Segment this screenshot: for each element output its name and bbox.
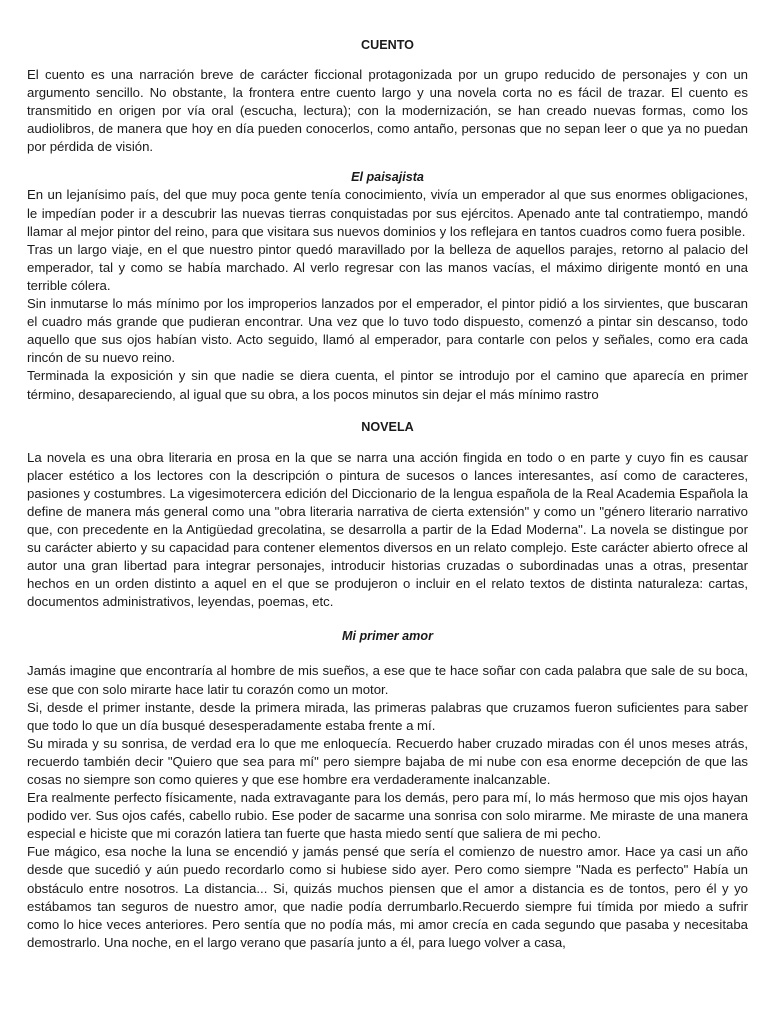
paragraph: El cuento es una narración breve de carácter ficcional protagonizada por un grupo reducido de personajes y con un argumento sencillo. No obstante, la frontera entre cuento largo y una novela corta no es fácil de trazar. El cuento es transmitido en origen por vía oral (escucha, lectura); con la modernización, se han creado nuevas formas, como los audiolibros, de manera que hoy en día pueden conocerlos, como antaño, personas que no sepan leer o que ya no puedan por pérdida de visión. [27, 67, 748, 155]
story-mi-primer-amor-body [27, 662, 748, 952]
section-title-novela: NOVELA [361, 419, 414, 434]
story-title-paisajista: El paisajista [351, 170, 424, 185]
paragraph: Terminada la exposición y sin que nadie se diera cuenta, el pintor se introdujo por el camino que aparecía en primer término, desapareciendo, al igual que su obra, a los pocos minutos sin dejar el más mínimo rastro [27, 368, 748, 402]
section-title-cuento: CUENTO [361, 38, 414, 52]
paragraph: Sin inmutarse lo más mínimo por los improperios lanzados por el emperador, el pintor pidió a los sirvientes, que buscaran el cuadro más grande que pudieran encontrar. Una vez que lo tuvo todo dispuesto, comenzó a pintar sin descanso, todo aquello que sus ojos habían visto. Acto seguido, llamó al emperador, para contarle con pelos y señales, como era cada rincón de su nuevo reino. [27, 296, 748, 366]
paragraph: Si, desde el primer instante, desde la primera mirada, las primeras palabras que cruzamos fueron suficientes para saber que todo lo que un día busqué desesperadamente estaba frente a mí. [27, 699, 748, 733]
paragraph: La novela es una obra literaria en prosa en la que se narra una acción fingida en todo o en parte y cuyo fin es causar placer estético a los lectores con la descripción o pintura de sucesos o lances interesantes, así como de caracteres, pasiones y costumbres. La vigesimotercera edición del Diccionario de la lengua española de la Real Academia Española la define de manera más general como una "obra literaria narrativa de cierta extensión" y como un "género literario narrativo que, con precedente en la Antigüedad grecolatina, se desarrolla a partir de la Edad Moderna". La novela se distingue por su carácter abierto y su capacidad para contener elementos diversos en un relato complejo. Este carácter abierto ofrece al autor una gran libertad para integrar personajes, introducir historias cruzadas o subordinadas unas a otras, presentar hechos en un orden distinto a aquel en el que se produjeron o incluir en el relato textos de distinta naturaleza: cartas, documentos administrativos, leyendas, poemas, etc. [27, 449, 748, 610]
paragraph: Fue mágico, esa noche la luna se encendió y jamás pensé que sería el comienzo de nuestro amor. Hace ya casi un año desde que sucedió y aún puedo recordarlo como si hubiese sido ayer. Pero como siempre "Nada es perfecto" Había un obstáculo entre nosotros. La distancia... Si, quizás muchos piensen que el amor a distancia es de tontos, pero él y yo estábamos tan seguros de nuestro amor, que nadie podía derrumbarlo.Recuerdo siempre fui tímida por miedo a sufrir como lo hice veces anteriores. Pero sentía que no podía más, mi amor crecía en cada segundo que pasaba y necesitaba demostrarlo. Una noche, en el largo verano que pasaría junto a él, para luego volver a casa, [27, 844, 748, 950]
paragraph: Su mirada y su sonrisa, de verdad era lo que me enloquecía. Recuerdo haber cruzado miradas con él unos meses atrás, recuerdo también decir "Quiero que sea para mí" pero siempre bajaba de mi nube con esa enorme decepción de que las cosas no siempre son como quieres y que ese hombre era verdaderamente inalcanzable. [27, 735, 748, 787]
paragraph: Tras un largo viaje, en el que nuestro pintor quedó maravillado por la belleza de aquellos parajes, retorno al palacio del emperador, tal y como se había marchado. Al verlo regresar con las manos vacías, el máximo dirigente montó en una terrible cólera. [27, 241, 748, 293]
story-paisajista-body [27, 186, 748, 403]
paragraph: Era realmente perfecto físicamente, nada extravagante para los demás, pero para mí, lo más hermoso que mis ojos hayan podido ver. Sus ojos cafés, cabello rubio. Ese poder de sacarme una sonrisa con solo mirarme. Me miraste de una manera especial e hiciste que mi corazón latiera tan fuerte que hasta miedo sentí que saliera de mi pecho. [27, 790, 748, 842]
paragraph: Jamás imagine que encontraría al hombre de mis sueños, a ese que te hace soñar con cada palabra que sale de su boca, ese que con solo mirarte hace latir tu corazón como un motor. [27, 663, 748, 697]
section-cuento-body [27, 66, 748, 156]
story-title-mi-primer-amor: Mi primer amor [342, 629, 433, 644]
paragraph: En un lejanísimo país, del que muy poca gente tenía conocimiento, vivía un emperador al que sus enormes obligaciones, le impedían poder ir a descubrir las nuevas tierras conquistadas por sus ejércitos. Apenado ante tal contratiempo, mandó llamar al mejor pintor del reino, para que visitara sus nuevos dominios y los reflejara en tantos cuadros como fuera posible. [27, 187, 748, 239]
section-novela-body [27, 449, 748, 612]
